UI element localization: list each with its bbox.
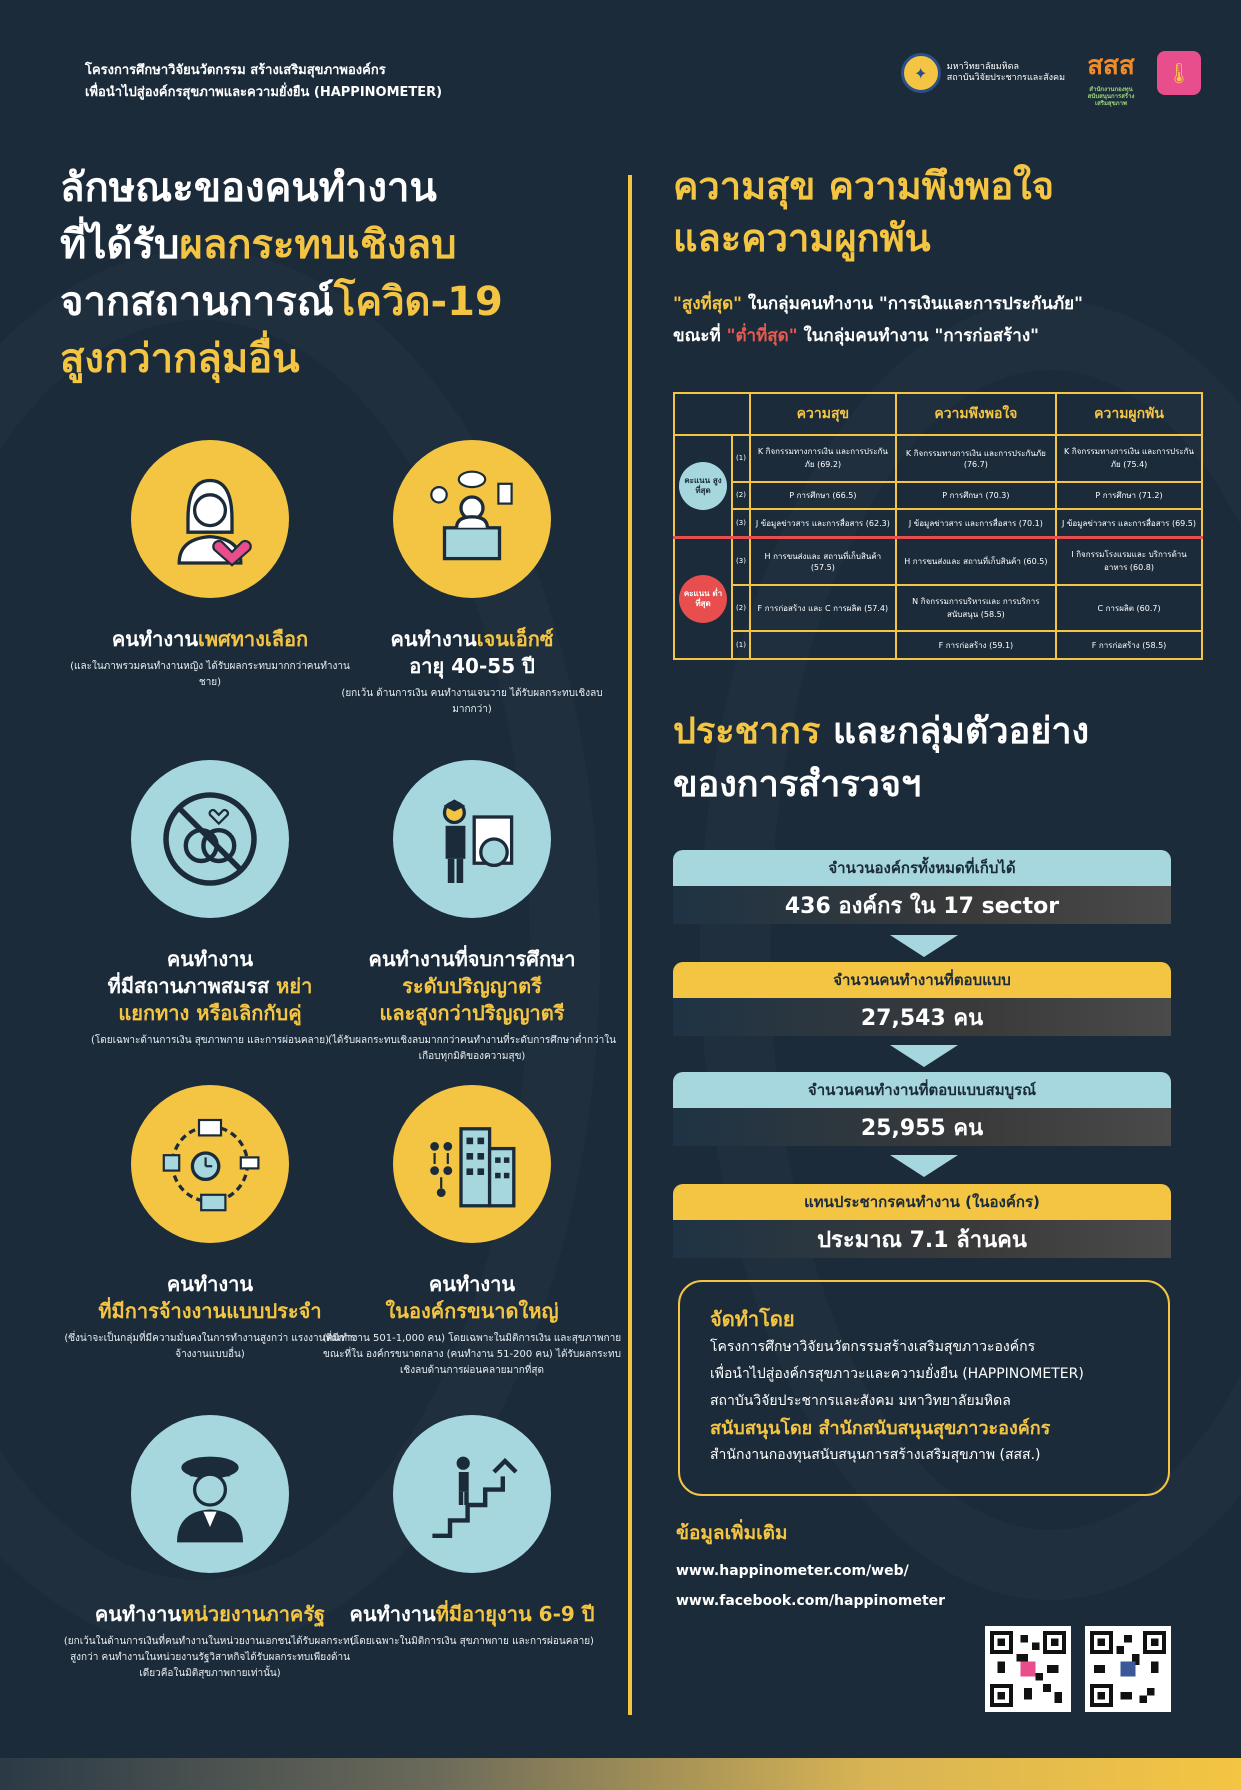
flow-value: ประมาณ 7.1 ล้านคน	[673, 1220, 1171, 1258]
table-row	[674, 509, 1202, 537]
highest-text: ในกลุ่มคนทำงาน "การเงินและการประกันภัย"	[742, 294, 1083, 314]
column-divider	[628, 175, 632, 1715]
mahidol-logo	[901, 53, 1065, 93]
item-note: (โดยเฉพาะด้านการเงิน สุขภาพกาย และการผ่อนคลาย)	[90, 1035, 330, 1046]
table-cell: P การศึกษา (70.3)	[896, 482, 1056, 510]
right-title-line-1: ความสุข ความพึงพอใจ	[673, 164, 1054, 208]
table-cell: J ข้อมูลข่าวสาร และการสื่อสาร (69.5)	[1056, 509, 1202, 537]
item-note: (ซึ่งน่าจะเป็นกลุ่มที่มีความมั่นคงในการทำงานสูงกว่า แรงงานที่มีการจ้างงานแบบอื่น)	[64, 1333, 356, 1360]
item-genx-workers	[322, 440, 622, 718]
population-title	[673, 705, 1089, 811]
item-title-highlight: เพศทางเลือก	[198, 627, 309, 651]
header-satisfaction: ความพึงพอใจ	[896, 393, 1056, 435]
flow-value: 27,543 คน	[673, 998, 1171, 1036]
table-row	[674, 538, 1202, 585]
table-cell: F การก่อสร้าง และ C การผลิต (57.4)	[750, 585, 896, 632]
ipsr-name: สถาบันวิจัยประชากรและสังคม	[946, 73, 1065, 83]
table-cell: C การผลิต (60.7)	[1056, 585, 1202, 632]
flow-arrow-icon	[890, 935, 958, 957]
flow-label: จำนวนคนทำงานที่ตอบแบบสมบูรณ์	[673, 1072, 1171, 1108]
more-info-title: ข้อมูลเพิ่มเติม	[676, 1522, 788, 1544]
item-title-line-2: ที่มีสถานภาพสมรส	[107, 974, 270, 998]
item-graduate-workers	[322, 760, 622, 1065]
happinometer-logo-icon: 🌡	[1157, 51, 1201, 95]
flow-step-organizations	[673, 850, 1171, 924]
item-title-highlight: ที่มีอายุงาน 6-9 ปี	[435, 1602, 595, 1626]
rank-number: (2)	[732, 482, 750, 510]
credit-line: โครงการศึกษาวิจัยนวัตกรรมสร้างเสริมสุขภาวะองค์กร	[710, 1339, 1036, 1355]
item-title-line-3: และสูงกว่าปริญญาตรี	[379, 1001, 565, 1025]
flow-step-respondents	[673, 962, 1171, 1036]
table-corner	[674, 393, 750, 435]
group-low	[674, 538, 732, 659]
officer-icon	[131, 1415, 289, 1573]
table-cell: P การศึกษา (66.5)	[750, 482, 896, 510]
credit-line: สำนักงานกองทุนสนับสนุนการสร้างเสริมสุขภาพ (สสส.)	[710, 1447, 1041, 1463]
item-divorced-workers	[60, 760, 360, 1049]
flow-label: จำนวนองค์กรทั้งหมดที่เก็บได้	[673, 850, 1171, 886]
item-note: (คนทำงาน 501-1,000 คน) โดยเฉพาะในมิติการเงิน และสุขภาพกาย ขณะที่ใน องค์กรขนาดกลาง (คนทำงาน 51-200 คน) ได้รับผลกระทบเชิงลบด้านการผ่อนคลายมากที่สุด	[322, 1333, 622, 1376]
item-title: คนทำงาน	[166, 1272, 254, 1296]
sss-logo-text: สสส	[1087, 51, 1135, 81]
item-government-workers	[60, 1415, 360, 1682]
item-tenure-workers	[322, 1415, 622, 1650]
lowest-text: ในกลุ่มคนทำงาน "การก่อสร้าง"	[797, 326, 1040, 346]
table-cell: K กิจกรรมทางการเงิน และการประกันภัย (69.2)	[750, 435, 896, 482]
item-title: คนทำงานที่จบการศึกษา	[368, 947, 576, 971]
population-title-line-2: ของการสำรวจฯ	[673, 764, 922, 805]
table-cell: F การก่อสร้าง (59.1)	[896, 631, 1056, 659]
item-title-line-3: แยกทาง หรือเลิกกับคู่	[118, 1001, 302, 1025]
credit-title: จัดทำโดย	[710, 1307, 795, 1331]
facebook-link[interactable]: www.facebook.com/happinometer	[676, 1593, 946, 1609]
low-score-badge: คะแนน ต่ำที่สุด	[679, 575, 727, 623]
sss-logo-sub: สำนักงานกองทุนสนับสนุนการสร้างเสริมสุขภาพ	[1087, 86, 1135, 107]
high-score-badge: คะแนน สูงที่สุด	[679, 462, 727, 510]
more-info	[676, 1518, 945, 1616]
left-title-line-4: สูงกว่ากลุ่มอื่น	[60, 336, 300, 382]
table-cell: K กิจกรรมทางการเงิน และการประกันภัย (75.4)	[1056, 435, 1202, 482]
rank-number: (3)	[732, 509, 750, 537]
item-title: คนทำงาน	[166, 947, 254, 971]
item-title: คนทำงาน	[349, 1602, 436, 1626]
flow-label: จำนวนคนทำงานที่ตอบแบบ	[673, 962, 1171, 998]
career-steps-icon	[393, 1415, 551, 1573]
no-marriage-icon	[131, 760, 289, 918]
item-title: คนทำงาน	[111, 627, 199, 651]
table-cell: N กิจกรรมการบริหารและ การบริการสนับสนุน (58.5)	[896, 585, 1056, 632]
logo-bar	[901, 45, 1201, 107]
credit-support: สนับสนุนโดย สำนักสนับสนุนสุขภาวะองค์กร	[710, 1418, 1051, 1439]
item-lgbt-workers	[60, 440, 360, 691]
website-qr-code-icon[interactable]	[985, 1626, 1071, 1712]
item-title-highlight: เจนเอ็กซ์	[476, 627, 554, 651]
flow-step-population	[673, 1184, 1171, 1258]
table-cell: F การก่อสร้าง (58.5)	[1056, 631, 1202, 659]
header-happiness: ความสุข	[750, 393, 896, 435]
item-title-highlight: ที่มีการจ้างงานแบบประจำ	[98, 1299, 322, 1323]
graduate-icon	[393, 760, 551, 918]
table-row	[674, 435, 1202, 482]
flow-value: 436 องค์กร ใน 17 sector	[673, 886, 1171, 924]
bottom-gradient-bar	[0, 1758, 1241, 1790]
table-cell: H การขนส่งและ สถานที่เก็บสินค้า (57.5)	[750, 538, 896, 585]
item-large-org-workers	[322, 1085, 622, 1379]
rank-number: (3)	[732, 538, 750, 585]
lowest-label: "ต่ำที่สุด"	[726, 326, 798, 346]
right-title	[673, 160, 1054, 264]
woman-icon	[131, 440, 289, 598]
table-row	[674, 631, 1202, 659]
item-title-highlight: หย่า	[276, 974, 313, 998]
item-title-highlight: ระดับปริญญาตรี	[402, 974, 542, 998]
flow-value: 25,955 คน	[673, 1108, 1171, 1146]
credit-line: สถาบันวิจัยประชากรและสังคม มหาวิทยาลัยมหิดล	[710, 1393, 1011, 1409]
item-title-highlight: ในองค์กรขนาดใหญ่	[385, 1299, 559, 1323]
mahidol-name: มหาวิทยาลัยมหิดล	[946, 62, 1019, 72]
table-cell: J ข้อมูลข่าวสาร และการสื่อสาร (62.3)	[750, 509, 896, 537]
item-title: คนทำงาน	[390, 627, 477, 651]
flow-step-complete	[673, 1072, 1171, 1146]
table-header-row	[674, 393, 1202, 435]
item-note: (และในภาพรวมคนทำงานหญิง ได้รับผลกระทบมากกว่าคนทำงานชาย)	[70, 661, 350, 688]
rank-number: (1)	[732, 631, 750, 659]
rank-number: (2)	[732, 585, 750, 632]
population-title-highlight: ประชากร	[673, 711, 821, 752]
routine-work-icon	[131, 1085, 289, 1243]
busy-worker-icon	[393, 440, 551, 598]
highest-label: "สูงที่สุด"	[673, 294, 743, 314]
item-title: คนทำงาน	[428, 1272, 516, 1296]
flow-arrow-icon	[890, 1155, 958, 1177]
table-cell: K กิจกรรมทางการเงิน และการประกันภัย (76.7)	[896, 435, 1056, 482]
rank-number: (1)	[732, 435, 750, 482]
item-note: (ยกเว้นในด้านการเงินที่คนทำงานในหน่วยงานเอกชนได้รับผลกระทบสูงกว่า คนทำงานในหน่วยงานรัฐวิสาหกิจได้รับผลกระทบเพียงด้านเดียวคือในมิติสุขภาพกายเท่านั้น)	[63, 1636, 357, 1679]
item-note: (โดยเฉพาะในมิติการเงิน สุขภาพกาย และการผ่อนคลาย)	[350, 1636, 594, 1647]
sss-logo	[1079, 45, 1143, 107]
item-note: (ยกเว้น ด้านการเงิน คนทำงานเจนวาย ได้รับผลกระทบเชิงลบมากกว่า)	[341, 688, 603, 715]
website-link[interactable]: www.happinometer.com/web/	[676, 1563, 909, 1579]
item-title-line-2: อายุ 40-55 ปี	[409, 654, 535, 678]
header-line-1: โครงการศึกษาวิจัยนวัตกรรม สร้างเสริมสุขภาพองค์กร	[85, 63, 386, 78]
table-row	[674, 585, 1202, 632]
project-header	[85, 60, 442, 104]
credit-line: เพื่อนำไปสู่องค์กรสุขภาวะและความยั่งยืน (HAPPINOMETER)	[710, 1366, 1084, 1382]
mahidol-seal-icon: ✦	[901, 53, 941, 93]
large-organization-icon	[393, 1085, 551, 1243]
sector-ranking-table	[673, 392, 1203, 660]
right-subtitle	[673, 288, 1083, 352]
item-note: (ได้รับผลกระทบเชิงลบมากกว่าคนทำงานที่ระดับการศึกษาต่ำกว่าในเกือบทุกมิติของความสุข)	[328, 1035, 616, 1062]
header-engagement: ความผูกพัน	[1056, 393, 1202, 435]
group-high	[674, 435, 732, 538]
left-title-line-2b: ผลกระทบเชิงลบ	[179, 222, 457, 268]
item-title: คนทำงาน	[94, 1602, 182, 1626]
table-cell: J ข้อมูลข่าวสาร และการสื่อสาร (70.1)	[896, 509, 1056, 537]
left-title-line-2a: ที่ได้รับ	[60, 222, 180, 268]
item-permanent-workers	[60, 1085, 360, 1363]
item-title-highlight: หน่วยงานภาครัฐ	[181, 1602, 326, 1626]
flow-label: แทนประชากรคนทำงาน (ในองค์กร)	[673, 1184, 1171, 1220]
table-cell: I กิจกรรมโรงแรมและ บริการด้านอาหาร (60.8)	[1056, 538, 1202, 585]
table-cell: P การศึกษา (71.2)	[1056, 482, 1202, 510]
left-title-line-3a: จากสถานการณ์	[60, 279, 334, 325]
population-title-rest: และกลุ่มตัวอย่าง	[820, 711, 1090, 752]
table-cell	[750, 631, 896, 659]
right-title-line-2: และความผูกพัน	[673, 216, 931, 260]
left-title-line-3b: โควิด-19	[333, 279, 503, 325]
table-cell: H การขนส่งและ สถานที่เก็บสินค้า (60.5)	[896, 538, 1056, 585]
flow-arrow-icon	[890, 1045, 958, 1067]
facebook-qr-code-icon[interactable]	[1085, 1626, 1171, 1712]
header-line-2: เพื่อนำไปสู่องค์กรสุขภาพและความยั่งยืน (HAPPINOMETER)	[85, 85, 443, 100]
left-title-line-1: ลักษณะของคนทำงาน	[60, 165, 437, 211]
table-row	[674, 482, 1202, 510]
left-title	[60, 160, 503, 388]
credit-box	[678, 1280, 1170, 1496]
lowest-prefix: ขณะที่	[673, 326, 727, 346]
